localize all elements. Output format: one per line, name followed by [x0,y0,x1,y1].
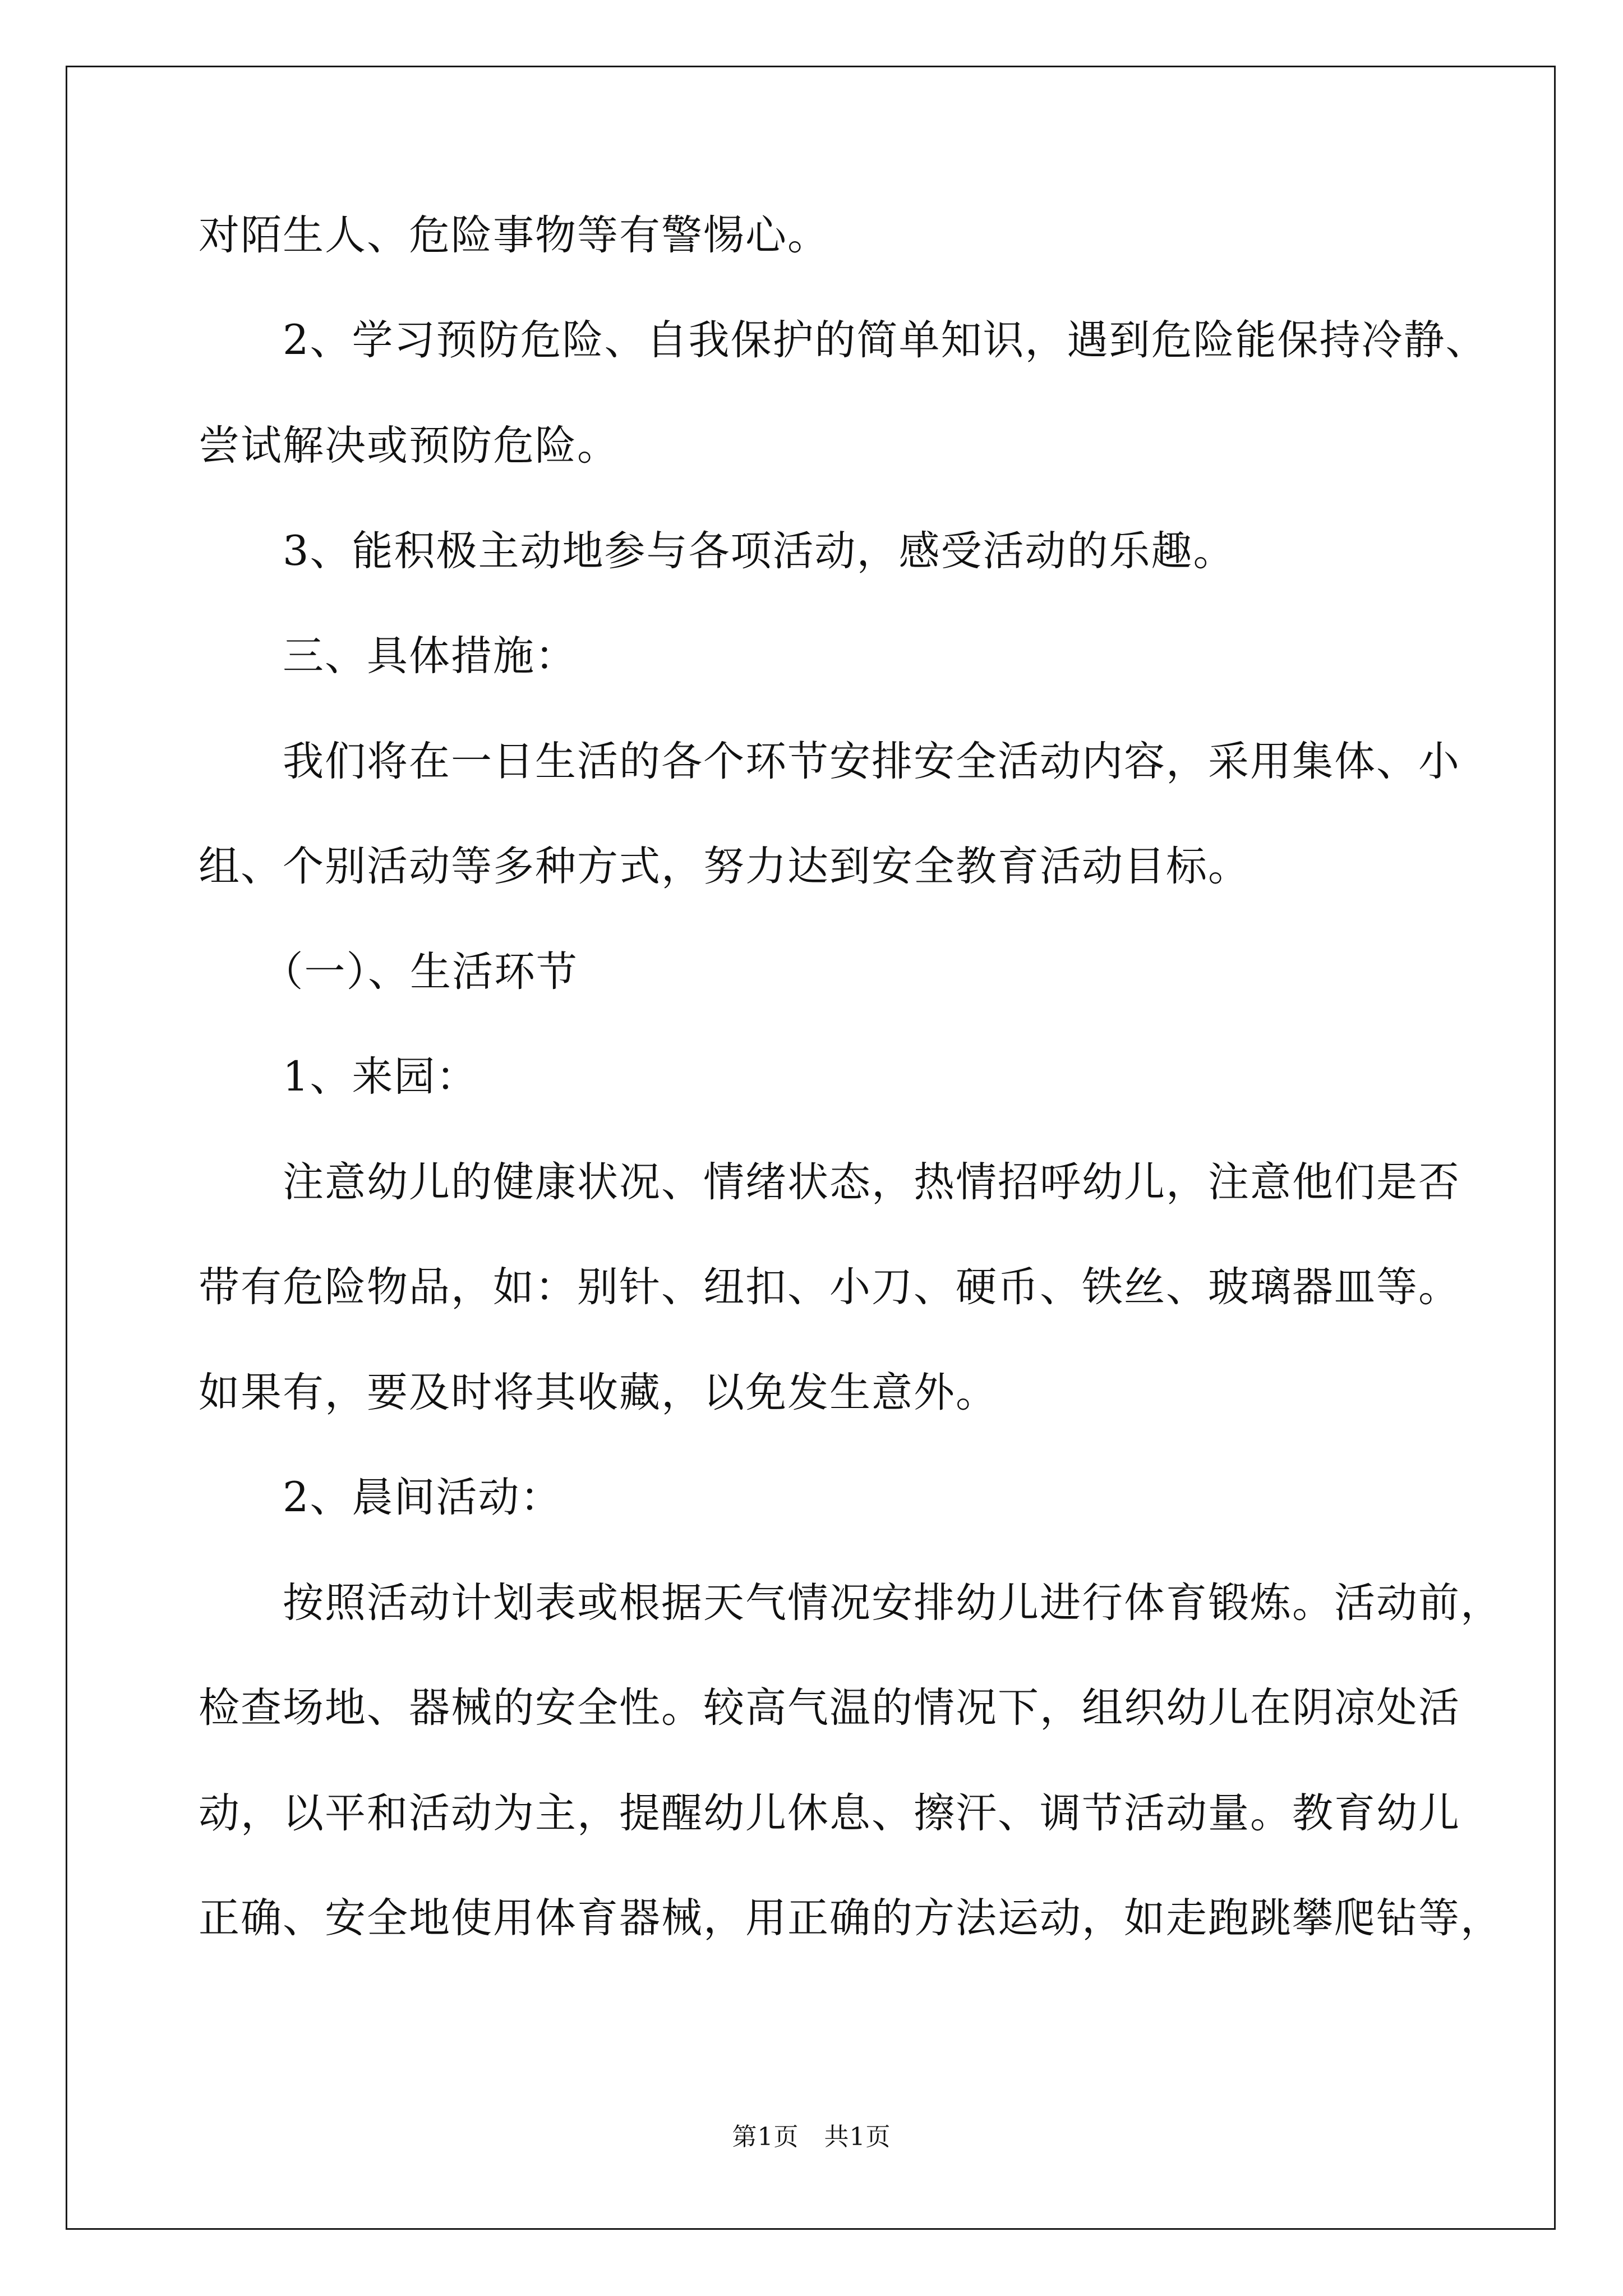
text-line: 按照活动计划表或根据天气情况安排幼儿进行体育锻炼。活动前， [199,1579,1502,1627]
text-line: 如果有，要及时将其收藏，以免发生意外。 [199,1369,998,1416]
text-line: 检查场地、器械的安全性。较高气温的情况下，组织幼儿在阴凉处活 [199,1684,1460,1732]
text-line: 对陌生人、危险事物等有警惕心。 [199,211,829,259]
item-heading: 2、晨间活动： [199,1474,562,1521]
item-heading: 1、来园： [199,1053,478,1101]
section-heading: 三、具体措施： [199,632,577,680]
text-line: 3、能积极主动地参与各项活动，感受活动的乐趣。 [199,527,1235,575]
text-line: 动，以平和活动为主，提醒幼儿休息、擦汗、调节活动量。教育幼儿 [199,1789,1460,1837]
text-line: 带有危险物品，如：别针、纽扣、小刀、硬币、铁丝、玻璃器皿等。 [199,1263,1460,1311]
text-line: 正确、安全地使用体育器械，用正确的方法运动，如走跑跳攀爬钻等， [199,1894,1502,1942]
subsection-heading: （一）、生活环节 [199,948,578,996]
text-line: 2、学习预防危险、自我保护的简单知识，遇到危险能保持冷静、 [199,316,1488,364]
text-line: 我们将在一日生活的各个环节安排安全活动内容，采用集体、小 [199,738,1460,785]
page-number-footer: 第1页 共1页 [732,2123,891,2151]
text-line: 组、个别活动等多种方式，努力达到安全教育活动目标。 [199,843,1250,890]
text-line: 尝试解决或预防危险。 [199,422,619,470]
text-line: 注意幼儿的健康状况、情绪状态，热情招呼幼儿，注意他们是否 [199,1158,1460,1206]
